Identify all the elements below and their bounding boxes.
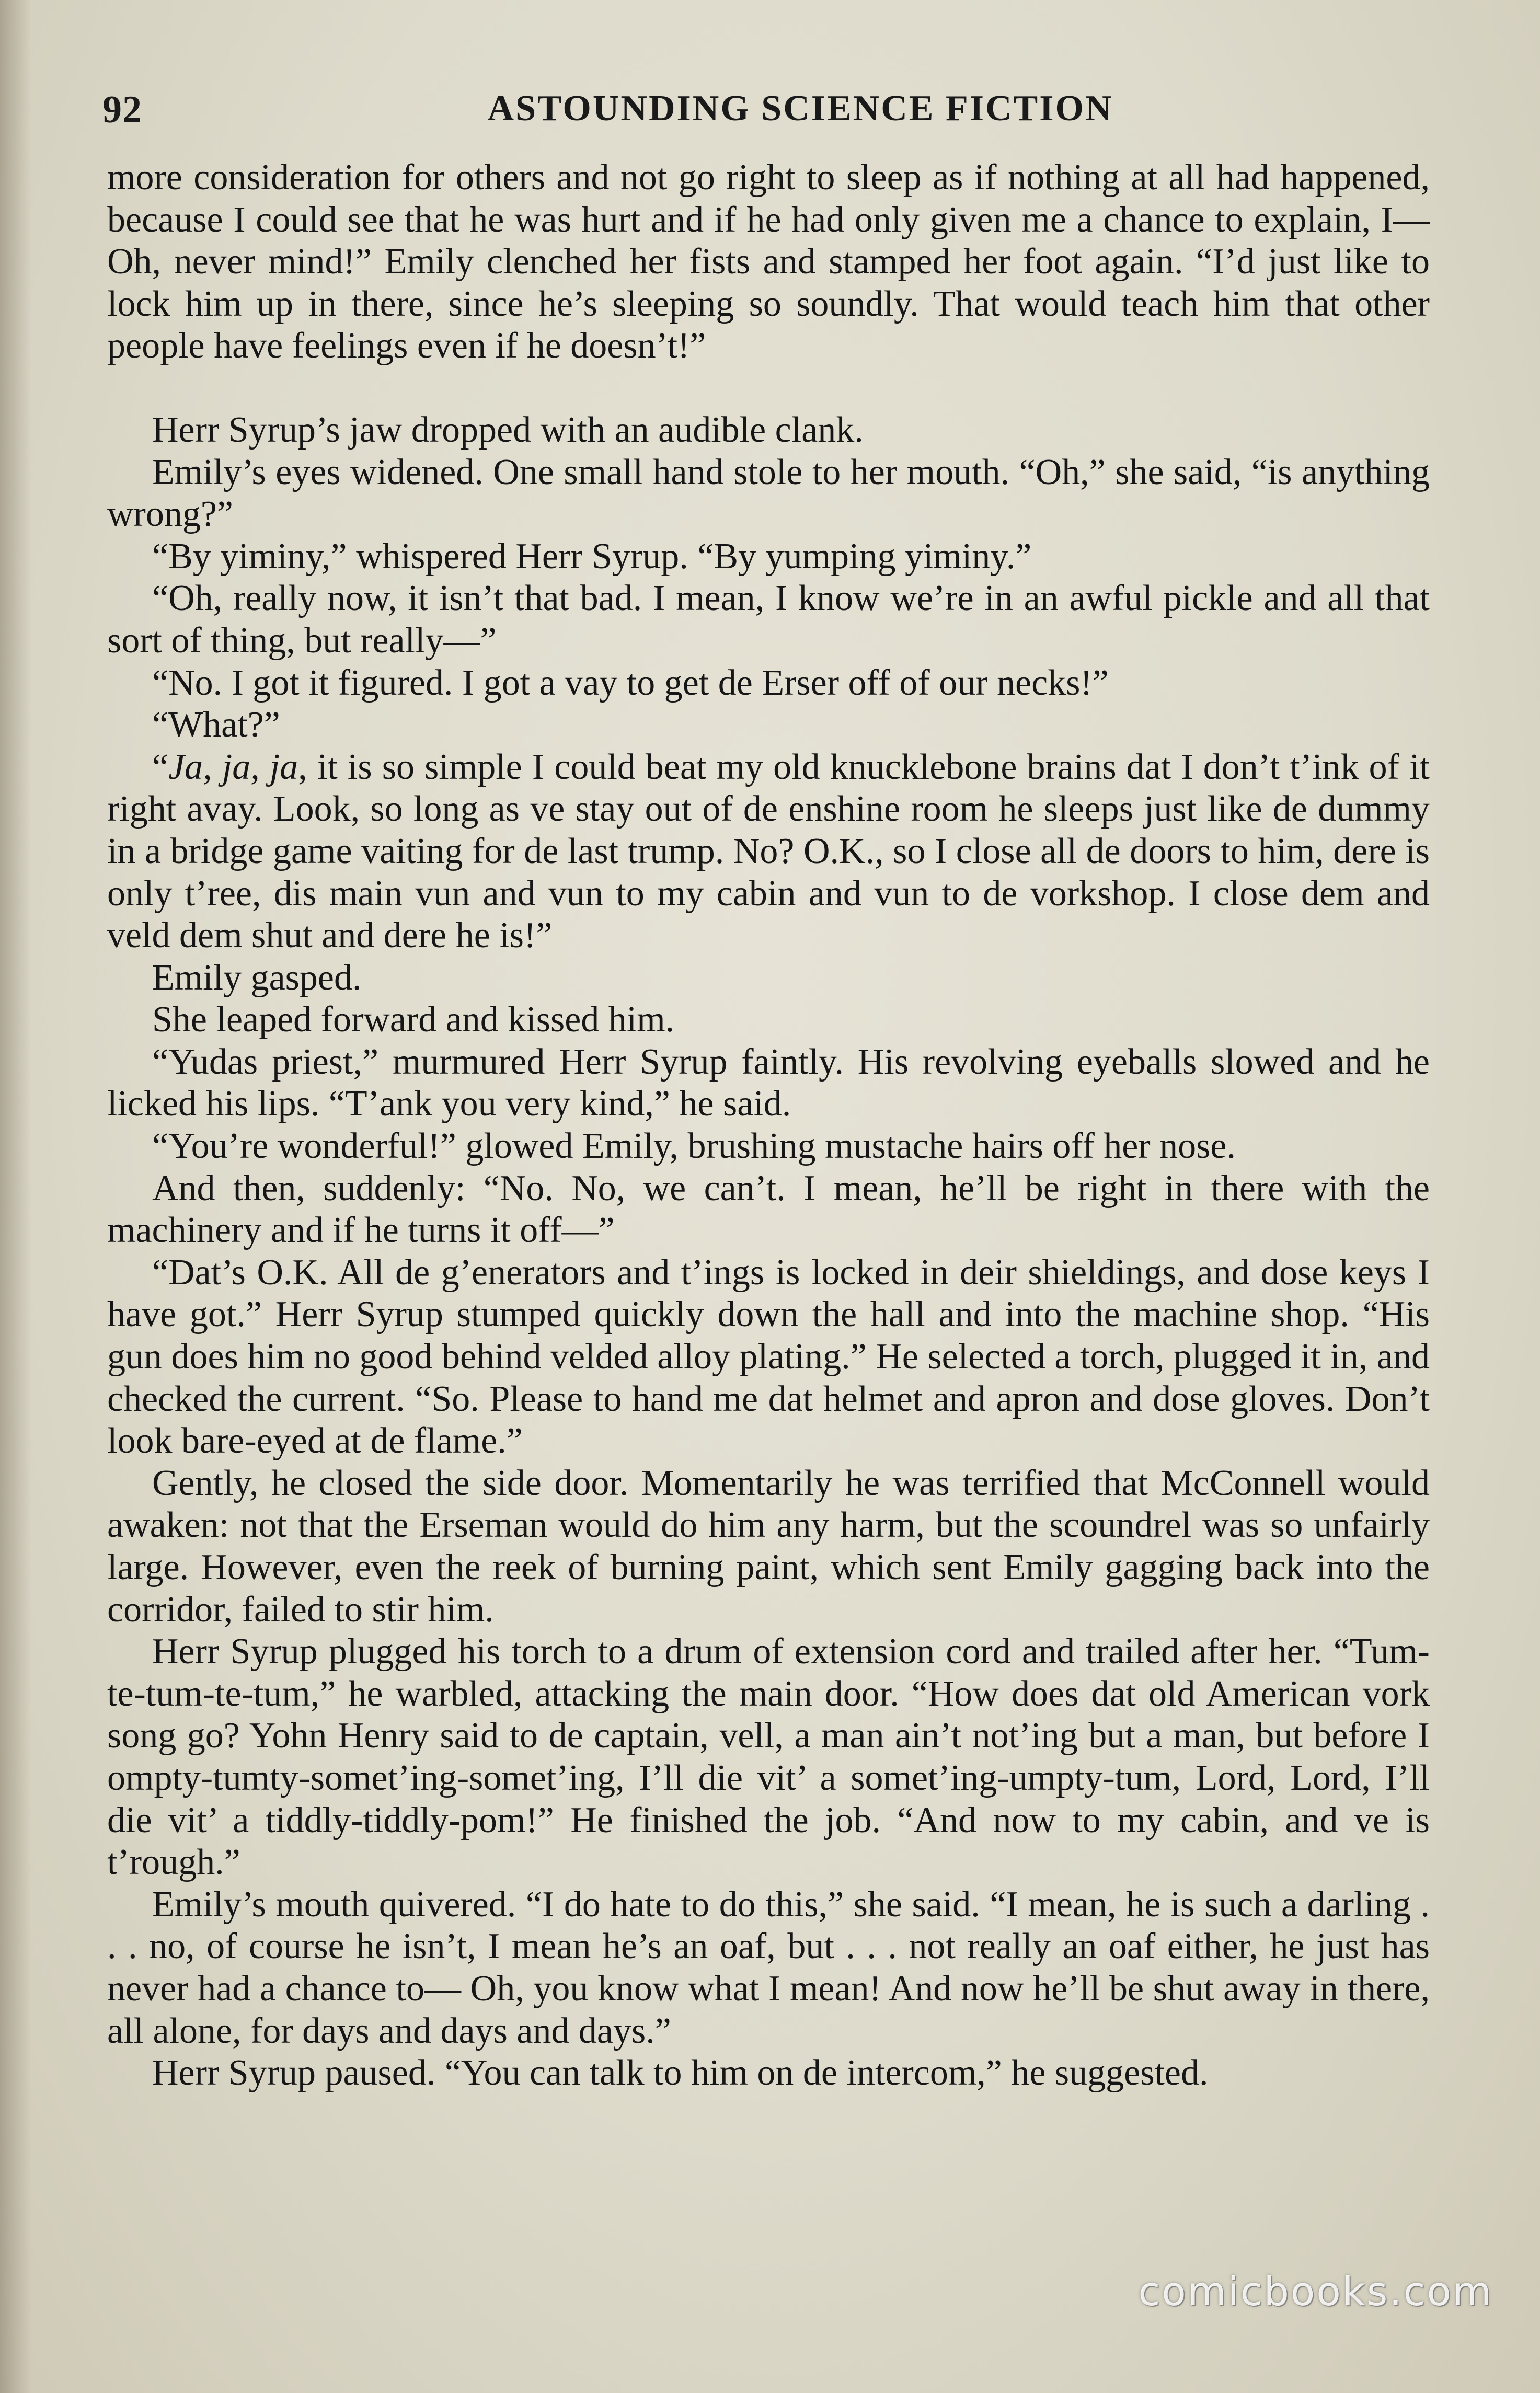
paragraph: “Dat’s O.K. All de g’enerators and t’ings is locked in deir shieldings, and dose keys I have got.” Herr Syrup stumped quickly down the hall and into the machine shop. “His gun does him no good behind velded alloy plating.” He selected a torch, plugged it in, and checked the current. “So. Please to hand me dat helmet and apron and dose gloves. Don’t look bare-eyed at de flame.” [107,1252,1430,1462]
paragraph: Herr Syrup plugged his torch to a drum of extension cord and trailed after her. “Tum-te-tum-te-tum,” he warbled, attacking the main door. “How does dat old American vork song go? Yohn Henry said to de captain, vell, a man ain’t not’ing but a man, but before I ompty-tumty-somet’ing-somet’ing, I’ll die vit’ a somet’ing-umpty-tum, Lord, Lord, I’ll die vit’ a tiddly-tiddly-pom!” He finished the job. “And now to my cabin, and ve is t’rough.” [107,1631,1430,1883]
watermark-logo: comicbooks.com [1138,2268,1493,2315]
paragraph: “Yudas priest,” murmured Herr Syrup faintly. His revolving eyeballs slowed and he licked his lips. “T’ank you very kind,” he said. [107,1041,1430,1124]
magazine-title: ASTOUNDING SCIENCE FICTION [487,88,1113,129]
paragraph: “You’re wonderful!” glowed Emily, brushing mustache hairs off her nose. [152,1126,1236,1167]
paragraph: And then, suddenly: “No. No, we can’t. I mean, he’ll be right in there with the machinery and if he turns it off—” [107,1168,1430,1251]
paragraph-italic-opening: “Ja, ja, ja, it is so simple I could beat my old knucklebone brains dat I don’t t’ink of it right avay. Look, so long as ve stay out of de enshine room he sleeps just like de dummy in a bridge game vaiting for de last trump. No? O.K., so I close all de doors to him, dere is only t’ree, dis main vun and vun to my cabin and vun to de vorkshop. I close dem and veld dem shut and dere he is!” [107,746,1430,956]
paragraph: “By yiminy,” whispered Herr Syrup. “By yumping yiminy.” [152,536,1032,577]
paragraph: Herr Syrup paused. “You can talk to him on de intercom,” he suggested. [152,2053,1209,2093]
page-edge-shadow [0,0,31,2393]
page-number: 92 [102,88,142,131]
paragraph: She leaped forward and kissed him. [152,999,675,1040]
paragraph: Emily’s eyes widened. One small hand stole to her mouth. “Oh,” she said, “is anything wrong?” [107,452,1430,535]
paragraph: more consideration for others and not go right to sleep as if nothing at all had happened, because I could see that he was hurt and if he had only given me a chance to explain, I— Oh, never mind!” Emily clenched her fists and stamped her foot again. “I’d just like to lock him up in there, since he’s sleeping so soundly. That would teach him that other people have feelings even if he doesn’t!” [107,157,1430,366]
paragraph: “No. I got it figured. I got a vay to get de Erser off of our necks!” [152,662,1109,703]
paragraph: Emily’s mouth quivered. “I do hate to do this,” she said. “I mean, he is such a darling . . . no, of course he isn’t, I mean he’s an oaf, but . . . not really an oaf either, he just has never had a chance to— Oh, you know what I mean! And now he’ll be shut away in there, all alone, for days and days and days.” [107,1884,1430,2051]
paragraph: Emily gasped. [152,957,362,998]
story-text [107,157,1430,2095]
paragraph: Gently, he closed the side door. Momentarily he was terrified that McConnell would awaken: not that the Erseman would do him any harm, but the scoundrel was so unfairly large. However, even the reek of burning paint, which sent Emily gagging back into the corridor, failed to stir him. [107,1463,1430,1630]
paragraph: Herr Syrup’s jaw dropped with an audible clank. [152,409,864,450]
paragraph: “What?” [152,705,280,745]
running-head [102,88,1435,140]
paragraph: “Oh, really now, it isn’t that bad. I mean, I know we’re in an awful pickle and all that sort of thing, but really—” [107,578,1430,661]
